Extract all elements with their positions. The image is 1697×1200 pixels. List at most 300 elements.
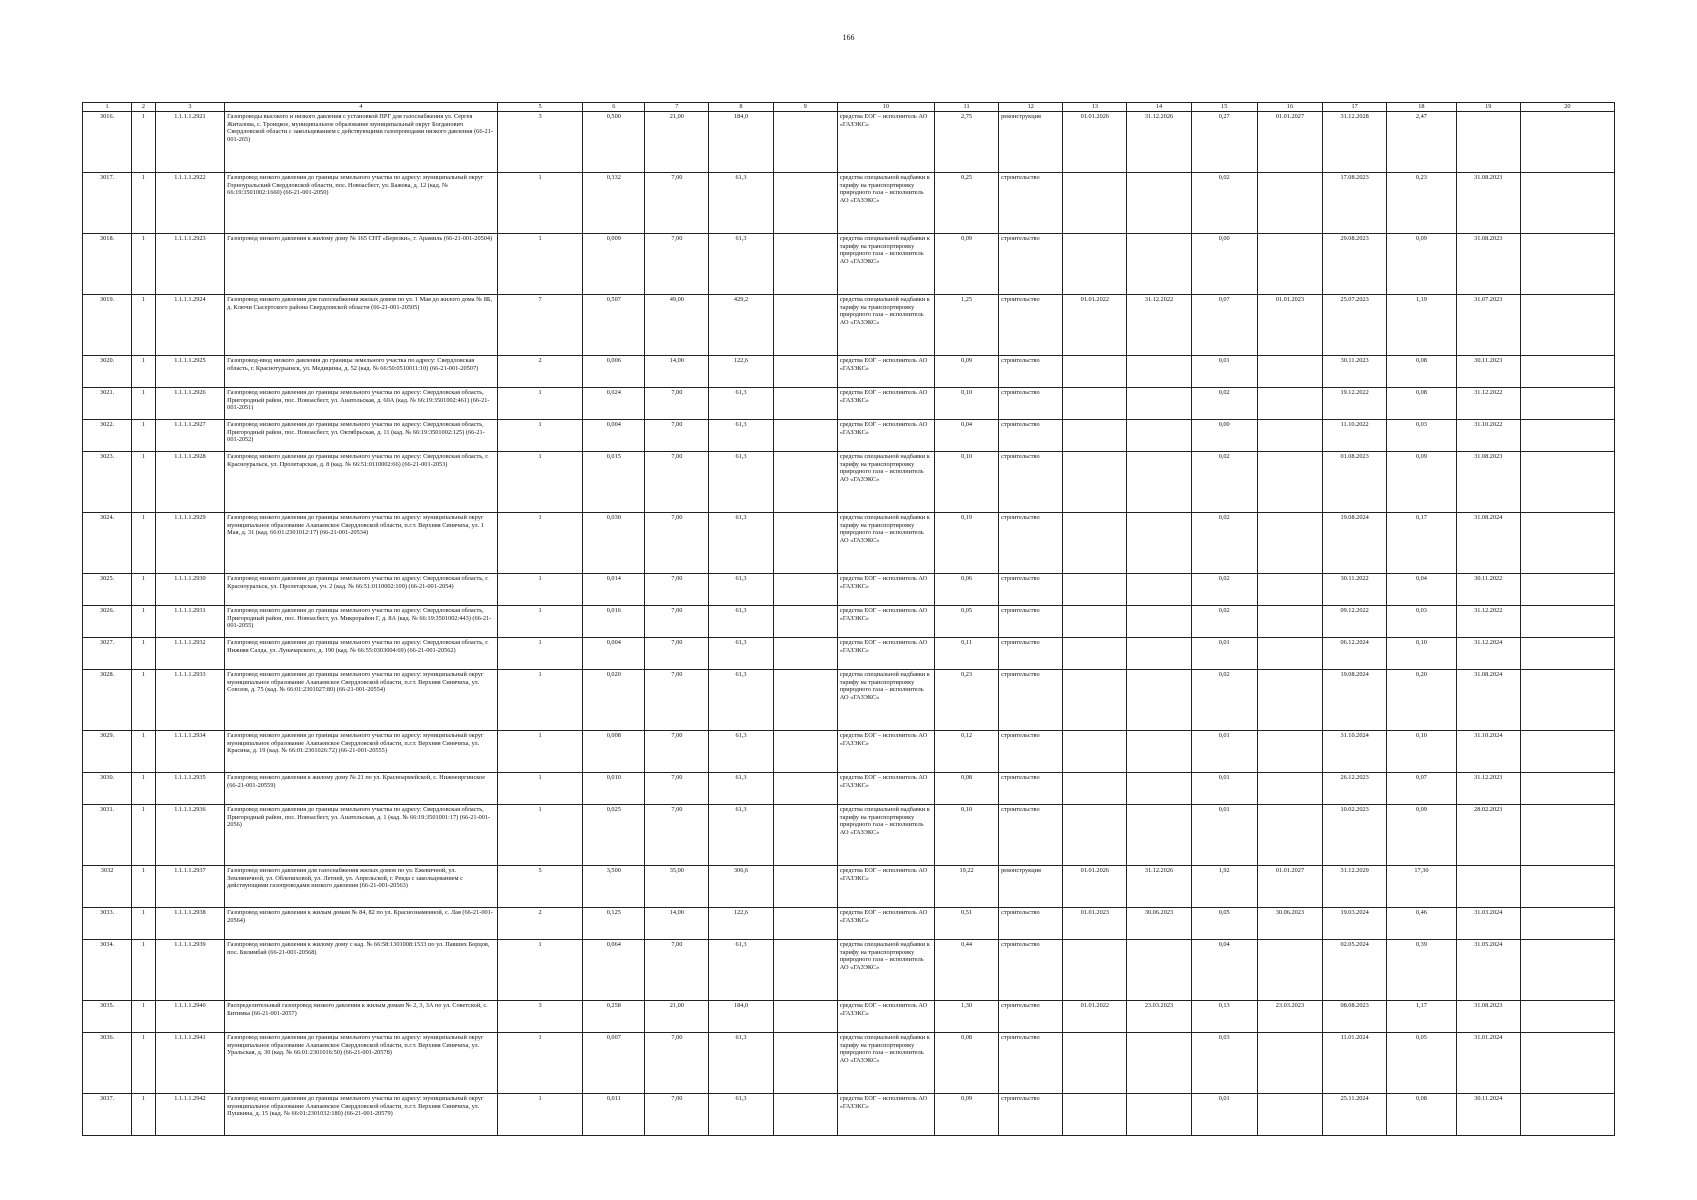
table-cell-col-10: средства ЕОГ – исполнитель АО «ГАЗЭКС» — [837, 606, 934, 638]
table-cell-col-10: средства специальной надбавки к тарифу на транспортировку природного газа – исполнитель АО «ГАЗЭКС» — [837, 940, 934, 1001]
table-cell-col-4: Газопровод низкого давления до границы земельного участка по адресу: муниципальный округ муниципальное образование Алапаевское Свердловской области, п.г.т. Верхняя Синячиха, ул. 1 Мая, д. 31 (кад. 66:01:2301012:17) (66-21-001-20534) — [225, 513, 498, 574]
table-row — [83, 1001, 1615, 1033]
page-number: 166 — [842, 33, 855, 42]
table-cell-col-7: 7,00 — [645, 513, 709, 574]
table-cell-col-7: 7,00 — [645, 731, 709, 773]
table-cell-col-16 — [1257, 513, 1322, 574]
table-cell-col-9 — [773, 638, 837, 670]
table-row — [83, 420, 1615, 452]
table-cell-col-2: 1 — [132, 638, 156, 670]
table-cell-col-18: 0,23 — [1387, 173, 1456, 234]
column-header-16: 16 — [1257, 103, 1322, 112]
table-cell-col-12: реконструкция — [999, 112, 1063, 173]
column-header-8: 8 — [709, 103, 773, 112]
column-header-20: 20 — [1520, 103, 1614, 112]
table-cell-col-6: 0,125 — [583, 908, 645, 940]
table-cell-col-2: 1 — [132, 670, 156, 731]
table-cell-col-4: Газопровод низкого давления для газоснабжения жилых домов по ул. Ежевичной, ул. Земляничной, ул. Облепиховой, ул. Летней, ул. Апрельской, г. Ревда с закольцеванием с действующими газопроводами низкого давления (66-21-001-20563) — [225, 866, 498, 908]
table-cell-col-9 — [773, 773, 837, 805]
table-cell-col-18: 0,08 — [1387, 1094, 1456, 1136]
table-cell-col-12: строительство — [999, 940, 1063, 1001]
table-cell-col-12: строительство — [999, 805, 1063, 866]
table-cell-col-12: строительство — [999, 1001, 1063, 1033]
table-cell-col-19: 31.08.2024 — [1456, 513, 1520, 574]
table-cell-col-11: 0,25 — [935, 173, 999, 234]
table-cell-col-10: средства ЕОГ – исполнитель АО «ГАЗЭКС» — [837, 773, 934, 805]
table-cell-col-20 — [1520, 670, 1614, 731]
table-cell-col-5: 1 — [497, 606, 583, 638]
table-cell-col-11: 2,75 — [935, 112, 999, 173]
table-cell-col-19: 31.03.2024 — [1456, 908, 1520, 940]
table-cell-col-15: 0,01 — [1191, 773, 1257, 805]
column-header-19: 19 — [1456, 103, 1520, 112]
table-cell-col-17: 25.07.2023 — [1323, 295, 1387, 356]
table-cell-col-14: 31.12.2022 — [1127, 295, 1191, 356]
table-cell-col-12: строительство — [999, 773, 1063, 805]
table-row — [83, 670, 1615, 731]
table-cell-col-8: 61,3 — [709, 606, 773, 638]
table-cell-col-14 — [1127, 1033, 1191, 1094]
table-cell-col-1: 3036. — [83, 1033, 132, 1094]
table-cell-col-15: 0,02 — [1191, 452, 1257, 513]
table-cell-col-5: 1 — [497, 420, 583, 452]
table-cell-col-7: 21,00 — [645, 1001, 709, 1033]
table-row — [83, 805, 1615, 866]
table-cell-col-9 — [773, 1001, 837, 1033]
table-cell-col-11: 0,08 — [935, 1033, 999, 1094]
table-cell-col-14 — [1127, 356, 1191, 388]
table-cell-col-13: 01.01.2026 — [1063, 112, 1127, 173]
table-cell-col-8: 122,6 — [709, 356, 773, 388]
column-header-12: 12 — [999, 103, 1063, 112]
table-cell-col-8: 306,6 — [709, 866, 773, 908]
table-cell-col-5: 7 — [497, 295, 583, 356]
table-cell-col-16 — [1257, 420, 1322, 452]
table-cell-col-7: 7,00 — [645, 606, 709, 638]
table-cell-col-1: 3018. — [83, 234, 132, 295]
table-cell-col-11: 0,09 — [935, 234, 999, 295]
table-cell-col-5: 3 — [497, 112, 583, 173]
table-cell-col-6: 0,008 — [583, 731, 645, 773]
table-cell-col-2: 1 — [132, 1094, 156, 1136]
table-cell-col-7: 21,00 — [645, 112, 709, 173]
table-cell-col-10: средства ЕОГ – исполнитель АО «ГАЗЭКС» — [837, 420, 934, 452]
table-cell-col-12: строительство — [999, 234, 1063, 295]
table-cell-col-8: 184,0 — [709, 112, 773, 173]
table-cell-col-5: 1 — [497, 388, 583, 420]
table-cell-col-4: Газопровод низкого давления до границы земельного участка по адресу: Свердловская область, г. Нижняя Салда, ул. Луначарского, д. 190 (кад. № 66:55:0303004:69) (66-21-001-20562) — [225, 638, 498, 670]
column-header-5: 5 — [497, 103, 583, 112]
table-row — [83, 1033, 1615, 1094]
table-cell-col-6: 0,024 — [583, 388, 645, 420]
table-cell-col-14: 31.12.2026 — [1127, 866, 1191, 908]
table-cell-col-13 — [1063, 606, 1127, 638]
table-cell-col-15: 0,01 — [1191, 1094, 1257, 1136]
table-cell-col-1: 3020. — [83, 356, 132, 388]
table-cell-col-1: 3029. — [83, 731, 132, 773]
table-cell-col-15: 0,13 — [1191, 1001, 1257, 1033]
table-cell-col-10: средства ЕОГ – исполнитель АО «ГАЗЭКС» — [837, 574, 934, 606]
table-cell-col-16: 23.03.2023 — [1257, 1001, 1322, 1033]
table-cell-col-13 — [1063, 638, 1127, 670]
table-cell-col-11: 1,25 — [935, 295, 999, 356]
table-cell-col-5: 1 — [497, 670, 583, 731]
table-cell-col-14 — [1127, 388, 1191, 420]
table-cell-col-6: 0,009 — [583, 234, 645, 295]
table-cell-col-8: 61,3 — [709, 452, 773, 513]
table-cell-col-20 — [1520, 731, 1614, 773]
table-cell-col-20 — [1520, 234, 1614, 295]
table-cell-col-1: 3024. — [83, 513, 132, 574]
table-cell-col-1: 3026. — [83, 606, 132, 638]
table-cell-col-9 — [773, 908, 837, 940]
table-cell-col-11: 0,10 — [935, 805, 999, 866]
table-cell-col-2: 1 — [132, 606, 156, 638]
table-cell-col-1: 3031. — [83, 805, 132, 866]
table-cell-col-18: 0,10 — [1387, 731, 1456, 773]
table-cell-col-4: Газопровод низкого давления до границы земельного участка по адресу: муниципальный округ Горноуральский Свердловской области, пос. Новоасбест, ул. Бажова, д. 12 (кад. № 66:19:3501002:1660) (66-21-001-2050) — [225, 173, 498, 234]
table-cell-col-8: 61,3 — [709, 574, 773, 606]
table-cell-col-17: 19.03.2024 — [1323, 908, 1387, 940]
table-cell-col-19: 28.02.2023 — [1456, 805, 1520, 866]
table-cell-col-12: строительство — [999, 513, 1063, 574]
table-cell-col-15: 0,01 — [1191, 356, 1257, 388]
table-cell-col-17: 10.02.2023 — [1323, 805, 1387, 866]
table-cell-col-5: 1 — [497, 731, 583, 773]
table-cell-col-11: 0,23 — [935, 670, 999, 731]
table-cell-col-15: 0,05 — [1191, 908, 1257, 940]
table-cell-col-9 — [773, 420, 837, 452]
table-cell-col-2: 1 — [132, 356, 156, 388]
table-cell-col-19: 31.05.2024 — [1456, 940, 1520, 1001]
table-cell-col-2: 1 — [132, 1001, 156, 1033]
table-cell-col-9 — [773, 112, 837, 173]
table-cell-col-4: Газопровод низкого давления до границы земельного участка по адресу: муниципальный округ муниципальное образование Алапаевское Свердловской области, п.г.т. Верхняя Синячиха, ул. Пушкина, д. 15 (кад. № 66:01:2301032:180) (66-21-001-20579) — [225, 1094, 498, 1136]
table-cell-col-11: 19,22 — [935, 866, 999, 908]
table-cell-col-20 — [1520, 940, 1614, 1001]
table-cell-col-18: 0,03 — [1387, 420, 1456, 452]
table-row — [83, 731, 1615, 773]
table-cell-col-15: 0,02 — [1191, 173, 1257, 234]
table-cell-col-12: реконструкция — [999, 866, 1063, 908]
table-row — [83, 940, 1615, 1001]
table-cell-col-20 — [1520, 356, 1614, 388]
table-cell-col-20 — [1520, 295, 1614, 356]
table-cell-col-14 — [1127, 574, 1191, 606]
table-cell-col-13 — [1063, 234, 1127, 295]
table-cell-col-3: 1.1.1.1.2933 — [155, 670, 224, 731]
column-header-15: 15 — [1191, 103, 1257, 112]
table-cell-col-18: 0,39 — [1387, 940, 1456, 1001]
table-cell-col-7: 7,00 — [645, 805, 709, 866]
table-cell-col-10: средства специальной надбавки к тарифу на транспортировку природного газа – исполнитель АО «ГАЗЭКС» — [837, 295, 934, 356]
table-cell-col-4: Газопровод низкого давления к жилому дому № 21 по ул. Красноармейской, с. Нижнеиргинское (66-21-001-20559) — [225, 773, 498, 805]
table-cell-col-6: 0,025 — [583, 805, 645, 866]
table-cell-col-9 — [773, 356, 837, 388]
table-cell-col-19 — [1456, 112, 1520, 173]
table-row — [83, 112, 1615, 173]
table-row — [83, 173, 1615, 234]
table-cell-col-19: 31.08.2024 — [1456, 670, 1520, 731]
table-cell-col-17: 17.08.2023 — [1323, 173, 1387, 234]
table-cell-col-16: 01.01.2027 — [1257, 112, 1322, 173]
table-cell-col-8: 61,3 — [709, 731, 773, 773]
table-cell-col-11: 0,51 — [935, 908, 999, 940]
table-cell-col-15: 0,01 — [1191, 805, 1257, 866]
table-cell-col-19 — [1456, 866, 1520, 908]
table-cell-col-10: средства специальной надбавки к тарифу на транспортировку природного газа – исполнитель АО «ГАЗЭКС» — [837, 452, 934, 513]
table-cell-col-8: 61,3 — [709, 940, 773, 1001]
table-cell-col-2: 1 — [132, 513, 156, 574]
table-cell-col-14 — [1127, 638, 1191, 670]
table-cell-col-10: средства специальной надбавки к тарифу на транспортировку природного газа – исполнитель АО «ГАЗЭКС» — [837, 234, 934, 295]
table-cell-col-4: Газопровод низкого давления до границы земельного участка по адресу: Свердловская область, г. Красноуральск, ул. Пролетарская, уч. 2 (кад. № 66:51:0110002:100) (66-21-001-2054) — [225, 574, 498, 606]
table-cell-col-17: 19.08.2024 — [1323, 513, 1387, 574]
table-cell-col-4: Газопровод низкого давления до границы земельного участка по адресу: муниципальный округ муниципальное образование Алапаевское Свердловской области, п.г.т. Верхняя Синячиха, ул. Красина, д. 19 (кад. № 66:01:2301026:72) (66-21-001-20555) — [225, 731, 498, 773]
table-cell-col-6: 0,016 — [583, 606, 645, 638]
table-cell-col-13 — [1063, 940, 1127, 1001]
table-cell-col-19: 31.12.2022 — [1456, 606, 1520, 638]
table-cell-col-19: 31.08.2023 — [1456, 452, 1520, 513]
table-cell-col-1: 3027. — [83, 638, 132, 670]
table-header — [83, 103, 1615, 112]
table-cell-col-3: 1.1.1.1.2939 — [155, 940, 224, 1001]
table-cell-col-5: 5 — [497, 866, 583, 908]
table-cell-col-6: 0,258 — [583, 1001, 645, 1033]
table-cell-col-10: средства специальной надбавки к тарифу на транспортировку природного газа – исполнитель АО «ГАЗЭКС» — [837, 1033, 934, 1094]
table-cell-col-5: 2 — [497, 908, 583, 940]
table-cell-col-7: 7,00 — [645, 574, 709, 606]
table-cell-col-9 — [773, 940, 837, 1001]
table-cell-col-8: 61,3 — [709, 1033, 773, 1094]
table-cell-col-3: 1.1.1.1.2937 — [155, 866, 224, 908]
table-cell-col-7: 7,00 — [645, 1094, 709, 1136]
table-cell-col-8: 61,3 — [709, 638, 773, 670]
table-cell-col-6: 0,004 — [583, 638, 645, 670]
table-cell-col-3: 1.1.1.1.2928 — [155, 452, 224, 513]
table-cell-col-18: 17,30 — [1387, 866, 1456, 908]
table-cell-col-10: средства ЕОГ – исполнитель АО «ГАЗЭКС» — [837, 866, 934, 908]
table-cell-col-7: 7,00 — [645, 420, 709, 452]
table-cell-col-16 — [1257, 452, 1322, 513]
column-header-1: 1 — [83, 103, 132, 112]
table-cell-col-3: 1.1.1.1.2935 — [155, 773, 224, 805]
table-cell-col-5: 1 — [497, 452, 583, 513]
table-cell-col-16: 01.01.2027 — [1257, 866, 1322, 908]
table-cell-col-8: 61,3 — [709, 773, 773, 805]
table-cell-col-4: Газопровод низкого давления до границы земельного участка по адресу: Свердловская область, Пригородный район, пос. Новоасбест, ул. Микрорайон Г, д. 8А (кад. № 66:19:3501002:443) (66-21-001-2055) — [225, 606, 498, 638]
table-cell-col-10: средства ЕОГ – исполнитель АО «ГАЗЭКС» — [837, 112, 934, 173]
table-cell-col-1: 3023. — [83, 452, 132, 513]
column-number-row — [83, 103, 1615, 112]
table-cell-col-12: строительство — [999, 173, 1063, 234]
table-cell-col-8: 122,6 — [709, 908, 773, 940]
table-cell-col-14 — [1127, 173, 1191, 234]
table-cell-col-11: 0,11 — [935, 638, 999, 670]
column-header-6: 6 — [583, 103, 645, 112]
table-cell-col-7: 35,00 — [645, 866, 709, 908]
table-cell-col-5: 1 — [497, 1094, 583, 1136]
table-cell-col-18: 0,10 — [1387, 638, 1456, 670]
table-cell-col-2: 1 — [132, 940, 156, 1001]
table-cell-col-12: строительство — [999, 908, 1063, 940]
table-cell-col-12: строительство — [999, 731, 1063, 773]
table-cell-col-11: 0,44 — [935, 940, 999, 1001]
table-cell-col-16 — [1257, 388, 1322, 420]
table-cell-col-15: 0,04 — [1191, 940, 1257, 1001]
table-cell-col-6: 0,500 — [583, 112, 645, 173]
column-header-3: 3 — [155, 103, 224, 112]
table-cell-col-18: 0,07 — [1387, 773, 1456, 805]
table-cell-col-10: средства ЕОГ – исполнитель АО «ГАЗЭКС» — [837, 731, 934, 773]
table-cell-col-6: 0,507 — [583, 295, 645, 356]
table-cell-col-9 — [773, 1094, 837, 1136]
table-cell-col-7: 7,00 — [645, 388, 709, 420]
table-cell-col-10: средства специальной надбавки к тарифу на транспортировку природного газа – исполнитель АО «ГАЗЭКС» — [837, 513, 934, 574]
table-cell-col-19: 30.11.2023 — [1456, 356, 1520, 388]
table-cell-col-7: 7,00 — [645, 773, 709, 805]
table-cell-col-6: 0,020 — [583, 670, 645, 731]
table-cell-col-9 — [773, 234, 837, 295]
table-cell-col-9 — [773, 805, 837, 866]
table-cell-col-12: строительство — [999, 356, 1063, 388]
table-cell-col-6: 0,007 — [583, 1033, 645, 1094]
table-cell-col-8: 61,3 — [709, 670, 773, 731]
table-cell-col-15: 0,02 — [1191, 513, 1257, 574]
table-cell-col-4: Газопровод-ввод низкого давления до границы земельного участка по адресу: Свердловская область, г. Краснотурьинск, ул. Медицины, д. 52 (кад. № 66:50:0510011:10) (66-21-001-20507) — [225, 356, 498, 388]
table-cell-col-5: 1 — [497, 1033, 583, 1094]
table-cell-col-17: 09.12.2022 — [1323, 606, 1387, 638]
table-cell-col-11: 0,08 — [935, 773, 999, 805]
table-cell-col-6: 0,004 — [583, 420, 645, 452]
table-cell-col-12: строительство — [999, 574, 1063, 606]
table-cell-col-19: 31.10.2022 — [1456, 420, 1520, 452]
table-row — [83, 866, 1615, 908]
table-cell-col-14 — [1127, 1094, 1191, 1136]
table-cell-col-5: 1 — [497, 574, 583, 606]
table-cell-col-2: 1 — [132, 805, 156, 866]
table-cell-col-20 — [1520, 420, 1614, 452]
table-cell-col-8: 429,2 — [709, 295, 773, 356]
table-cell-col-2: 1 — [132, 295, 156, 356]
table-cell-col-20 — [1520, 908, 1614, 940]
table-cell-col-10: средства специальной надбавки к тарифу на транспортировку природного газа – исполнитель АО «ГАЗЭКС» — [837, 670, 934, 731]
table-cell-col-16: 01.01.2023 — [1257, 295, 1322, 356]
table-cell-col-16 — [1257, 670, 1322, 731]
table-cell-col-12: строительство — [999, 420, 1063, 452]
table-cell-col-20 — [1520, 1033, 1614, 1094]
table-cell-col-4: Газопровод низкого давления к жилому дому с кад. № 66:58:1301008:1533 по ул. Павших Борцов, пос. Билимбай (66-21-001-20568) — [225, 940, 498, 1001]
table-cell-col-4: Распределительный газопровод низкого давления к жилым домам № 2, 3, 3А по ул. Советской, с. Битимка (66-21-001-2057) — [225, 1001, 498, 1033]
table-cell-col-19: 30.11.2024 — [1456, 1094, 1520, 1136]
table-cell-col-2: 1 — [132, 773, 156, 805]
table-row — [83, 452, 1615, 513]
table-cell-col-1: 3016. — [83, 112, 132, 173]
table-cell-col-7: 7,00 — [645, 234, 709, 295]
table-cell-col-1: 3017. — [83, 173, 132, 234]
column-header-9: 9 — [773, 103, 837, 112]
table-cell-col-4: Газопровод низкого давления до границы земельного участка по адресу: муниципальный округ муниципальное образование Алапаевское Свердловской области, п.г.т. Верхняя Синячиха, ул. Союзов, д. 75 (кад. № 66:01:2301027:80) (66-21-001-20554) — [225, 670, 498, 731]
table-cell-col-12: строительство — [999, 452, 1063, 513]
table-cell-col-2: 1 — [132, 731, 156, 773]
table-cell-col-16 — [1257, 805, 1322, 866]
table-cell-col-15: 0,07 — [1191, 295, 1257, 356]
table-cell-col-9 — [773, 452, 837, 513]
table-cell-col-3: 1.1.1.1.2930 — [155, 574, 224, 606]
table-cell-col-13 — [1063, 388, 1127, 420]
table-cell-col-16 — [1257, 574, 1322, 606]
column-header-11: 11 — [935, 103, 999, 112]
table-cell-col-3: 1.1.1.1.2940 — [155, 1001, 224, 1033]
table-cell-col-6: 3,500 — [583, 866, 645, 908]
table-cell-col-6: 0,064 — [583, 940, 645, 1001]
table-cell-col-3: 1.1.1.1.2922 — [155, 173, 224, 234]
table-cell-col-16 — [1257, 234, 1322, 295]
table-cell-col-11: 0,06 — [935, 574, 999, 606]
table-cell-col-13 — [1063, 1033, 1127, 1094]
table-cell-col-16: 30.06.2023 — [1257, 908, 1322, 940]
table-cell-col-3: 1.1.1.1.2941 — [155, 1033, 224, 1094]
table-cell-col-10: средства ЕОГ – исполнитель АО «ГАЗЭКС» — [837, 1001, 934, 1033]
table-cell-col-11: 0,19 — [935, 513, 999, 574]
table-cell-col-17: 31.12.2028 — [1323, 112, 1387, 173]
table-cell-col-20 — [1520, 173, 1614, 234]
table-cell-col-9 — [773, 1033, 837, 1094]
table-cell-col-2: 1 — [132, 1033, 156, 1094]
table-row — [83, 908, 1615, 940]
table-cell-col-13 — [1063, 1094, 1127, 1136]
table-cell-col-4: Газопровод низкого давления к жилому дому № 165 СНТ «Березки», г. Арамиль (66-21-001-20504) — [225, 234, 498, 295]
table-cell-col-3: 1.1.1.1.2932 — [155, 638, 224, 670]
table-cell-col-12: строительство — [999, 638, 1063, 670]
table-cell-col-16 — [1257, 731, 1322, 773]
table-cell-col-17: 31.10.2024 — [1323, 731, 1387, 773]
table-row — [83, 356, 1615, 388]
table-cell-col-4: Газопровод низкого давления до границы земельного участка по адресу: муниципальный округ муниципальное образование Алапаевское Свердловской области, п.г.т. Верхняя Синячиха, ул. Уральская, д. 30 (кад. № 66:01:2301016:50) (66-21-001-20578) — [225, 1033, 498, 1094]
table-cell-col-20 — [1520, 606, 1614, 638]
table-cell-col-3: 1.1.1.1.2934 — [155, 731, 224, 773]
table-cell-col-15: 0,02 — [1191, 670, 1257, 731]
table-cell-col-17: 26.12.2023 — [1323, 773, 1387, 805]
table-cell-col-9 — [773, 606, 837, 638]
table-cell-col-13 — [1063, 670, 1127, 731]
table-cell-col-5: 1 — [497, 638, 583, 670]
table-cell-col-3: 1.1.1.1.2924 — [155, 295, 224, 356]
table-cell-col-13 — [1063, 805, 1127, 866]
table-cell-col-10: средства специальной надбавки к тарифу на транспортировку природного газа – исполнитель АО «ГАЗЭКС» — [837, 173, 934, 234]
table-cell-col-4: Газопровод низкого давления до границы земельного участка по адресу: Свердловская область, Пригородный район, пос. Новоасбест, ул. Октябрьская, д. 11 (кад. № 66:19:3501002:125) (66-21-001-2052) — [225, 420, 498, 452]
table-cell-col-18: 0,17 — [1387, 513, 1456, 574]
table-cell-col-17: 19.12.2022 — [1323, 388, 1387, 420]
table-cell-col-15: 0,01 — [1191, 731, 1257, 773]
table-cell-col-17: 31.12.2029 — [1323, 866, 1387, 908]
table-cell-col-14 — [1127, 805, 1191, 866]
table-cell-col-15: 0,27 — [1191, 112, 1257, 173]
table-cell-col-8: 61,3 — [709, 234, 773, 295]
table-cell-col-18: 2,47 — [1387, 112, 1456, 173]
table-cell-col-15: 0,02 — [1191, 388, 1257, 420]
table-cell-col-11: 1,30 — [935, 1001, 999, 1033]
table-cell-col-8: 61,3 — [709, 388, 773, 420]
table-cell-col-13 — [1063, 356, 1127, 388]
table-cell-col-5: 1 — [497, 513, 583, 574]
table-cell-col-7: 7,00 — [645, 940, 709, 1001]
table-cell-col-15: 0,00 — [1191, 420, 1257, 452]
table-cell-col-16 — [1257, 173, 1322, 234]
column-header-4: 4 — [225, 103, 498, 112]
table-cell-col-2: 1 — [132, 420, 156, 452]
table-cell-col-8: 61,3 — [709, 513, 773, 574]
